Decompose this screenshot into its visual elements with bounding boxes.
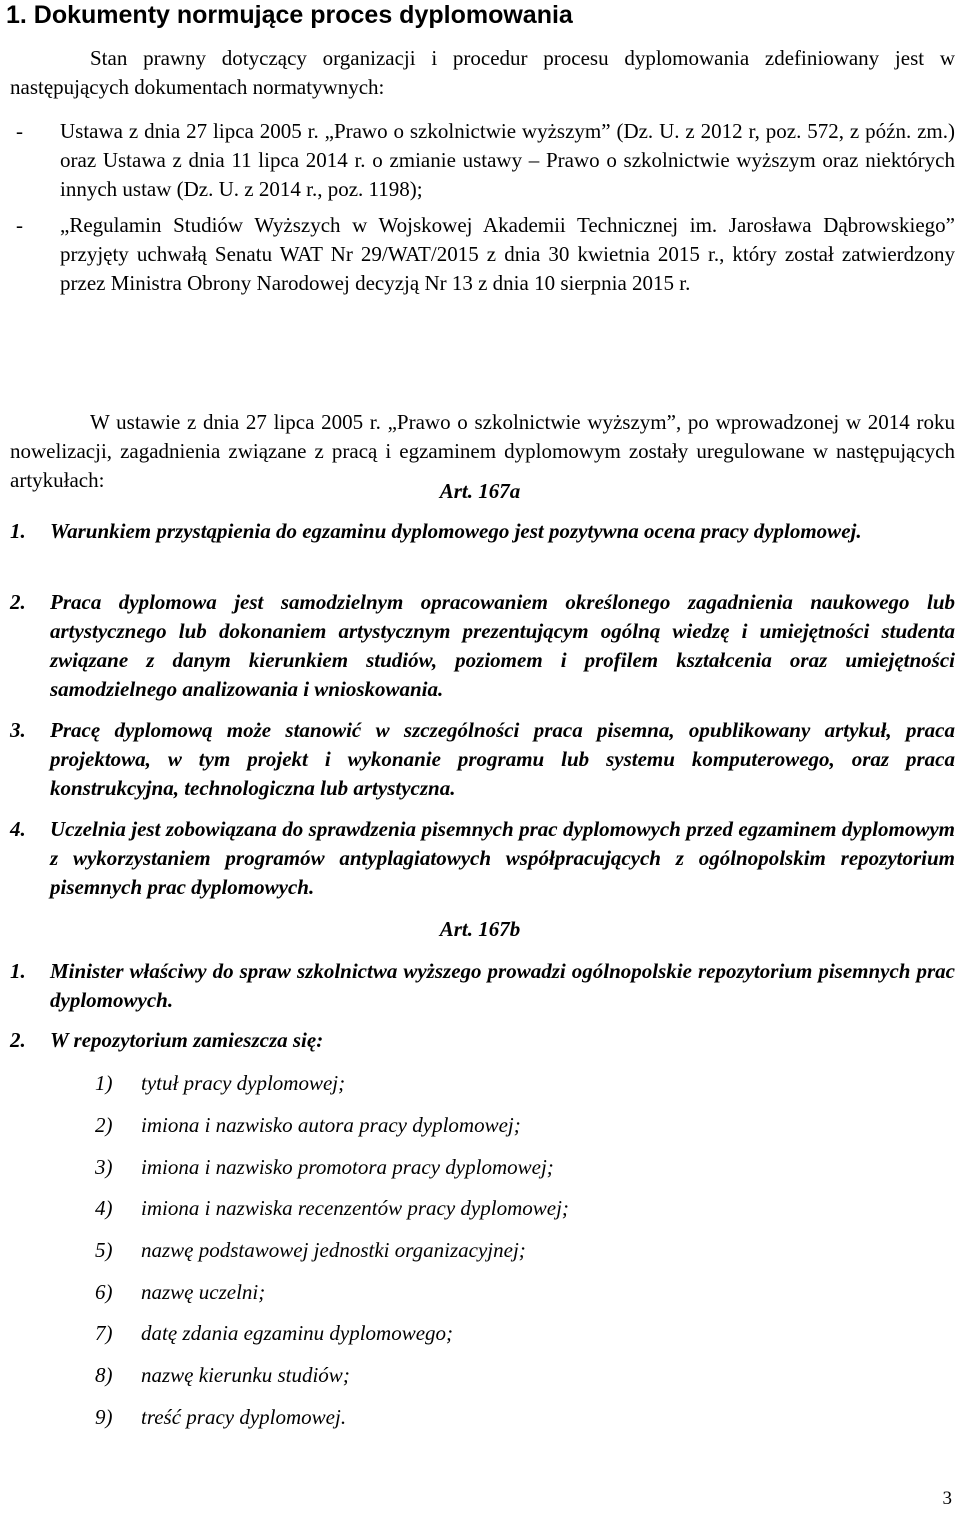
repository-item: [95, 1403, 346, 1432]
item-text: nazwę podstawowej jednostki organizacyjnej;: [141, 1238, 526, 1262]
point-text: Uczelnia jest zobowiązana do sprawdzenia pisemnych prac dyplomowych przed egzaminem dyplomowym z wykorzystaniem programów antyplagiatowych współpracujących z ogólnopolskim repozytorium pisemnych prac dyplomowych.: [50, 817, 955, 899]
repository-item: [95, 1153, 554, 1182]
item-number: 5): [95, 1238, 113, 1262]
repository-item: [95, 1194, 569, 1223]
item-number: 2): [95, 1113, 113, 1137]
article-167a-title: Art. 167a: [439, 479, 521, 503]
item-text: imiona i nazwisko promotora pracy dyplomowej;: [141, 1155, 554, 1179]
point-number: 4.: [10, 817, 26, 841]
article-point: [10, 815, 955, 902]
item-text: nazwę uczelni;: [141, 1280, 266, 1304]
point-number: 1.: [10, 959, 26, 983]
document-item: [10, 211, 955, 298]
item-text: nazwę kierunku studiów;: [141, 1363, 350, 1387]
item-text: treść pracy dyplomowej.: [141, 1405, 347, 1429]
point-number: 1.: [10, 519, 26, 543]
item-number: 3): [95, 1155, 113, 1179]
point-text: Minister właściwy do spraw szkolnictwa wyższego prowadzi ogólnopolskie repozytorium pisemnych prac dyplomowych.: [50, 959, 955, 1012]
item-number: 9): [95, 1405, 113, 1429]
repository-item: [95, 1111, 521, 1140]
section-heading: 1. Dokumenty normujące proces dyplomowania: [6, 1, 573, 29]
point-text: Warunkiem przystąpienia do egzaminu dyplomowego jest pozytywna ocena pracy dyplomowej.: [50, 519, 862, 543]
item-number: 4): [95, 1196, 113, 1220]
article-point: [10, 1026, 955, 1055]
point-text: W repozytorium zamieszcza się:: [50, 1028, 324, 1052]
point-number: 2.: [10, 590, 26, 614]
point-number: 2.: [10, 1028, 26, 1052]
intro-paragraph: Stan prawny dotyczący organizacji i procedur procesu dyplomowania zdefiniowany jest w następujących dokumentach normatywnych:: [10, 46, 955, 99]
list-dash: -: [16, 213, 23, 237]
article-point: [10, 517, 955, 546]
point-number: 3.: [10, 718, 26, 742]
item-number: 7): [95, 1321, 113, 1345]
article-point: [10, 588, 955, 704]
repository-item: [95, 1278, 265, 1307]
article-167b-title: Art. 167b: [439, 917, 521, 941]
item-text: datę zdania egzaminu dyplomowego;: [141, 1321, 454, 1345]
item-text: imiona i nazwiska recenzentów pracy dyplomowej;: [141, 1196, 569, 1220]
item-number: 1): [95, 1071, 113, 1095]
list-dash: -: [16, 119, 23, 143]
document-text: „Regulamin Studiów Wyższych w Wojskowej Akademii Technicznej im. Jarosława Dąbrowskiego” przyjęty uchwałą Senatu WAT Nr 29/WAT/2015 z dnia 30 kwietnia 2015 r., który został zatwierdzony przez Ministra Obrony Narodowej decyzją Nr 13 z dnia 10 sierpnia 2015 r.: [60, 213, 955, 295]
repository-item: [95, 1236, 526, 1265]
item-text: tytuł pracy dyplomowej;: [141, 1071, 346, 1095]
document-item: [10, 117, 955, 204]
item-text: imiona i nazwisko autora pracy dyplomowej;: [141, 1113, 521, 1137]
article-point: [10, 716, 955, 803]
point-text: Praca dyplomowa jest samodzielnym opracowaniem określonego zagadnienia naukowego lub artystycznego lub dokonaniem artystycznym prezentującym ogólną wiedzę i umiejętności studenta związane z danym kierunkiem studiów, poziomem i profilem kształcenia oraz umiejętności samodzielnego analizowania i wnioskowania.: [50, 590, 955, 701]
item-number: 8): [95, 1363, 113, 1387]
documents-list: [10, 117, 955, 298]
ustawa-paragraph: W ustawie z dnia 27 lipca 2005 r. „Prawo o szkolnictwie wyższym”, po wprowadzonej w 2014 roku nowelizacji, zagadnienia związane z pracą i egzaminem dyplomowym zostały uregulowane w następujących artykułach:: [10, 410, 955, 492]
page-number: 3: [942, 1488, 952, 1509]
article-point: [10, 957, 955, 1015]
point-text: Pracę dyplomową może stanowić w szczególności praca pisemna, opublikowany artykuł, praca projektowa, w tym projekt i wykonanie programu lub systemu komputerowego, oraz praca konstrukcyjna, technologiczna lub artystyczna.: [50, 718, 955, 800]
item-number: 6): [95, 1280, 113, 1304]
repository-item: [95, 1069, 345, 1098]
repository-item: [95, 1319, 453, 1348]
repository-item: [95, 1361, 350, 1390]
document-text: Ustawa z dnia 27 lipca 2005 r. „Prawo o szkolnictwie wyższym” (Dz. U. z 2012 r, poz. 572, z późn. zm.) oraz Ustawa z dnia 11 lipca 2014 r. o zmianie ustawy – Prawo o szkolnictwie wyższym oraz niektórych innych ustaw (Dz. U. z 2014 r., poz. 1198);: [60, 119, 955, 201]
